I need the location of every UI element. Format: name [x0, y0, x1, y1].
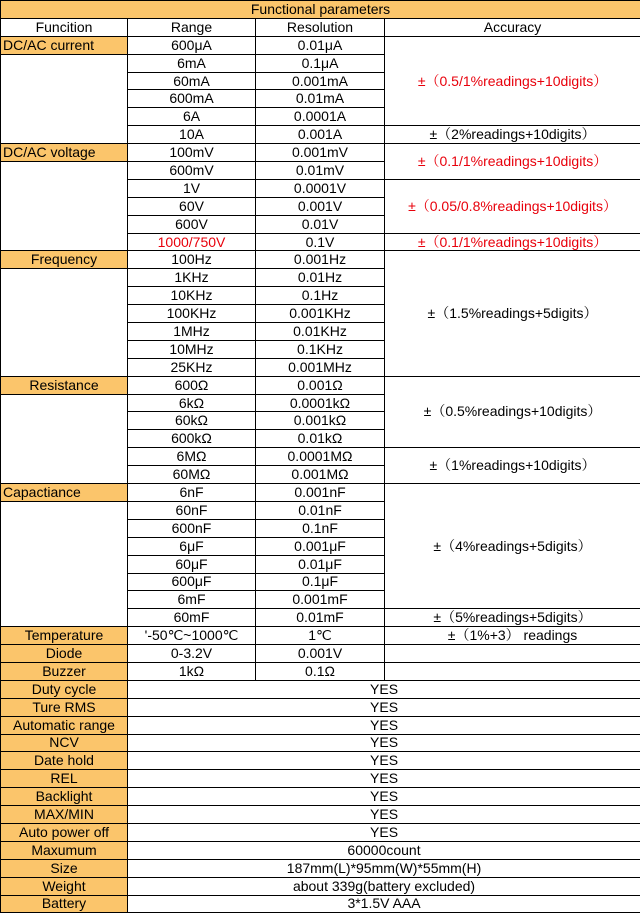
resolution-cell: 0.1Ω [256, 662, 385, 680]
function-label-frequency: Frequency [1, 251, 128, 269]
feature-value: 60000count [128, 841, 640, 859]
resolution-cell: 0.01V [256, 215, 385, 233]
resolution-cell: 0.01Hz [256, 269, 385, 287]
column-header-function: Funcition [1, 18, 128, 36]
feature-value: YES [128, 698, 640, 716]
table-title: Functional parameters [1, 1, 640, 19]
range-cell: 60kΩ [128, 412, 256, 430]
range-cell: 6mF [128, 591, 256, 609]
range-cell: 60MΩ [128, 466, 256, 484]
function-blank-cell [1, 162, 128, 251]
accuracy-cell: ±（1.5%readings+5digits） [385, 251, 640, 376]
range-cell: 600mV [128, 162, 256, 180]
function-blank-cell [1, 54, 128, 143]
resolution-cell: 0.01nF [256, 501, 385, 519]
range-cell: 600nF [128, 519, 256, 537]
feature-label: Battery [1, 895, 128, 913]
accuracy-cell: ±（1%+3） readings [385, 627, 640, 645]
column-header-accuracy: Accuracy [385, 18, 640, 36]
resolution-cell: 0.01mA [256, 90, 385, 108]
resolution-cell: 0.0001A [256, 108, 385, 126]
range-cell: 1V [128, 179, 256, 197]
feature-label: Backlight [1, 788, 128, 806]
resolution-cell: 0.01mV [256, 162, 385, 180]
resolution-cell: 0.1μF [256, 573, 385, 591]
accuracy-blank-cell [385, 645, 640, 663]
resolution-cell: 0.1KHz [256, 340, 385, 358]
range-cell: 6kΩ [128, 394, 256, 412]
resolution-cell: 0.1Hz [256, 287, 385, 305]
resolution-cell: 0.001MHz [256, 358, 385, 376]
feature-value: 187mm(L)*95mm(W)*55mm(H) [128, 859, 640, 877]
resolution-cell: 0.001mF [256, 591, 385, 609]
feature-label: Auto power off [1, 823, 128, 841]
accuracy-cell: ±（4%readings+5digits） [385, 484, 640, 609]
feature-value: YES [128, 716, 640, 734]
function-label-capacitance: Capactiance [1, 484, 128, 502]
range-cell: 100Hz [128, 251, 256, 269]
range-cell: 10A [128, 126, 256, 144]
feature-value: about 339g(battery excluded) [128, 877, 640, 895]
feature-value: 3*1.5V AAA [128, 895, 640, 913]
range-cell: 600kΩ [128, 430, 256, 448]
range-cell: 60nF [128, 501, 256, 519]
accuracy-cell: ±（1%readings+10digits） [385, 448, 640, 484]
range-cell: 60mF [128, 609, 256, 627]
resolution-cell: 0.01KHz [256, 323, 385, 341]
feature-label: Ture RMS [1, 698, 128, 716]
range-cell: 600mA [128, 90, 256, 108]
resolution-cell: 0.0001V [256, 179, 385, 197]
feature-value: YES [128, 770, 640, 788]
range-cell: 6MΩ [128, 448, 256, 466]
range-cell: '-50℃~1000℃ [128, 627, 256, 645]
range-cell: 600μA [128, 36, 256, 54]
range-cell: 25KHz [128, 358, 256, 376]
function-label-diode: Diode [1, 645, 128, 663]
feature-label: Weight [1, 877, 128, 895]
resolution-cell: 0.01mF [256, 609, 385, 627]
resolution-cell: 0.001V [256, 645, 385, 663]
resolution-cell: 0.001nF [256, 484, 385, 502]
function-label-buzzer: Buzzer [1, 662, 128, 680]
range-cell: 10KHz [128, 287, 256, 305]
function-label-dc-ac-voltage: DC/AC voltage [1, 144, 128, 162]
range-cell: 60mA [128, 72, 256, 90]
resolution-cell: 0.001Hz [256, 251, 385, 269]
range-cell: 1000/750V [128, 233, 256, 251]
accuracy-blank-cell [385, 662, 640, 680]
accuracy-cell: ±（0.5%readings+10digits） [385, 376, 640, 448]
range-cell: 1kΩ [128, 662, 256, 680]
feature-label: Duty cycle [1, 680, 128, 698]
resolution-cell: 0.01μA [256, 36, 385, 54]
range-cell: 1MHz [128, 323, 256, 341]
function-blank-cell [1, 269, 128, 376]
accuracy-cell: ±（2%readings+10digits） [385, 126, 640, 144]
accuracy-cell: ±（0.05/0.8%readings+10digits） [385, 179, 640, 233]
feature-label: MAX/MIN [1, 806, 128, 824]
function-label-dc-ac-current: DC/AC current [1, 36, 128, 54]
range-cell: 100KHz [128, 305, 256, 323]
resolution-cell: 1℃ [256, 627, 385, 645]
resolution-cell: 0.1μA [256, 54, 385, 72]
range-cell: 6A [128, 108, 256, 126]
resolution-cell: 0.001mA [256, 72, 385, 90]
feature-value: YES [128, 788, 640, 806]
range-cell: 6nF [128, 484, 256, 502]
accuracy-cell: ±（0.5/1%readings+10digits） [385, 36, 640, 125]
feature-label: Size [1, 859, 128, 877]
function-blank-cell [1, 501, 128, 626]
range-cell: 60μF [128, 555, 256, 573]
feature-value: YES [128, 680, 640, 698]
column-header-resolution: Resolution [256, 18, 385, 36]
resolution-cell: 0.001μF [256, 537, 385, 555]
range-cell: 600μF [128, 573, 256, 591]
range-cell: 6μF [128, 537, 256, 555]
feature-value: YES [128, 752, 640, 770]
feature-label: NCV [1, 734, 128, 752]
feature-label: Maxumum [1, 841, 128, 859]
resolution-cell: 0.001mV [256, 144, 385, 162]
range-cell: 60V [128, 197, 256, 215]
function-label-temperature: Temperature [1, 627, 128, 645]
resolution-cell: 0.001A [256, 126, 385, 144]
range-cell: 0-3.2V [128, 645, 256, 663]
feature-label: REL [1, 770, 128, 788]
feature-value: YES [128, 823, 640, 841]
accuracy-cell: ±（0.1/1%readings+10digits） [385, 144, 640, 180]
resolution-cell: 0.01kΩ [256, 430, 385, 448]
resolution-cell: 0.01μF [256, 555, 385, 573]
column-header-range: Range [128, 18, 256, 36]
resolution-cell: 0.001Ω [256, 376, 385, 394]
accuracy-cell: ±（0.1/1%readings+10digits） [385, 233, 640, 251]
resolution-cell: 0.0001kΩ [256, 394, 385, 412]
feature-label: Date hold [1, 752, 128, 770]
range-cell: 600V [128, 215, 256, 233]
range-cell: 10MHz [128, 340, 256, 358]
resolution-cell: 0.1V [256, 233, 385, 251]
resolution-cell: 0.0001MΩ [256, 448, 385, 466]
feature-value: YES [128, 806, 640, 824]
range-cell: 100mV [128, 144, 256, 162]
range-cell: 1KHz [128, 269, 256, 287]
resolution-cell: 0.001MΩ [256, 466, 385, 484]
resolution-cell: 0.001V [256, 197, 385, 215]
resolution-cell: 0.001kΩ [256, 412, 385, 430]
range-cell: 600Ω [128, 376, 256, 394]
function-label-resistance: Resistance [1, 376, 128, 394]
function-blank-cell [1, 394, 128, 483]
range-cell: 6mA [128, 54, 256, 72]
feature-value: YES [128, 734, 640, 752]
resolution-cell: 0.1nF [256, 519, 385, 537]
resolution-cell: 0.001KHz [256, 305, 385, 323]
feature-label: Automatic range [1, 716, 128, 734]
accuracy-cell: ±（5%readings+5digits） [385, 609, 640, 627]
